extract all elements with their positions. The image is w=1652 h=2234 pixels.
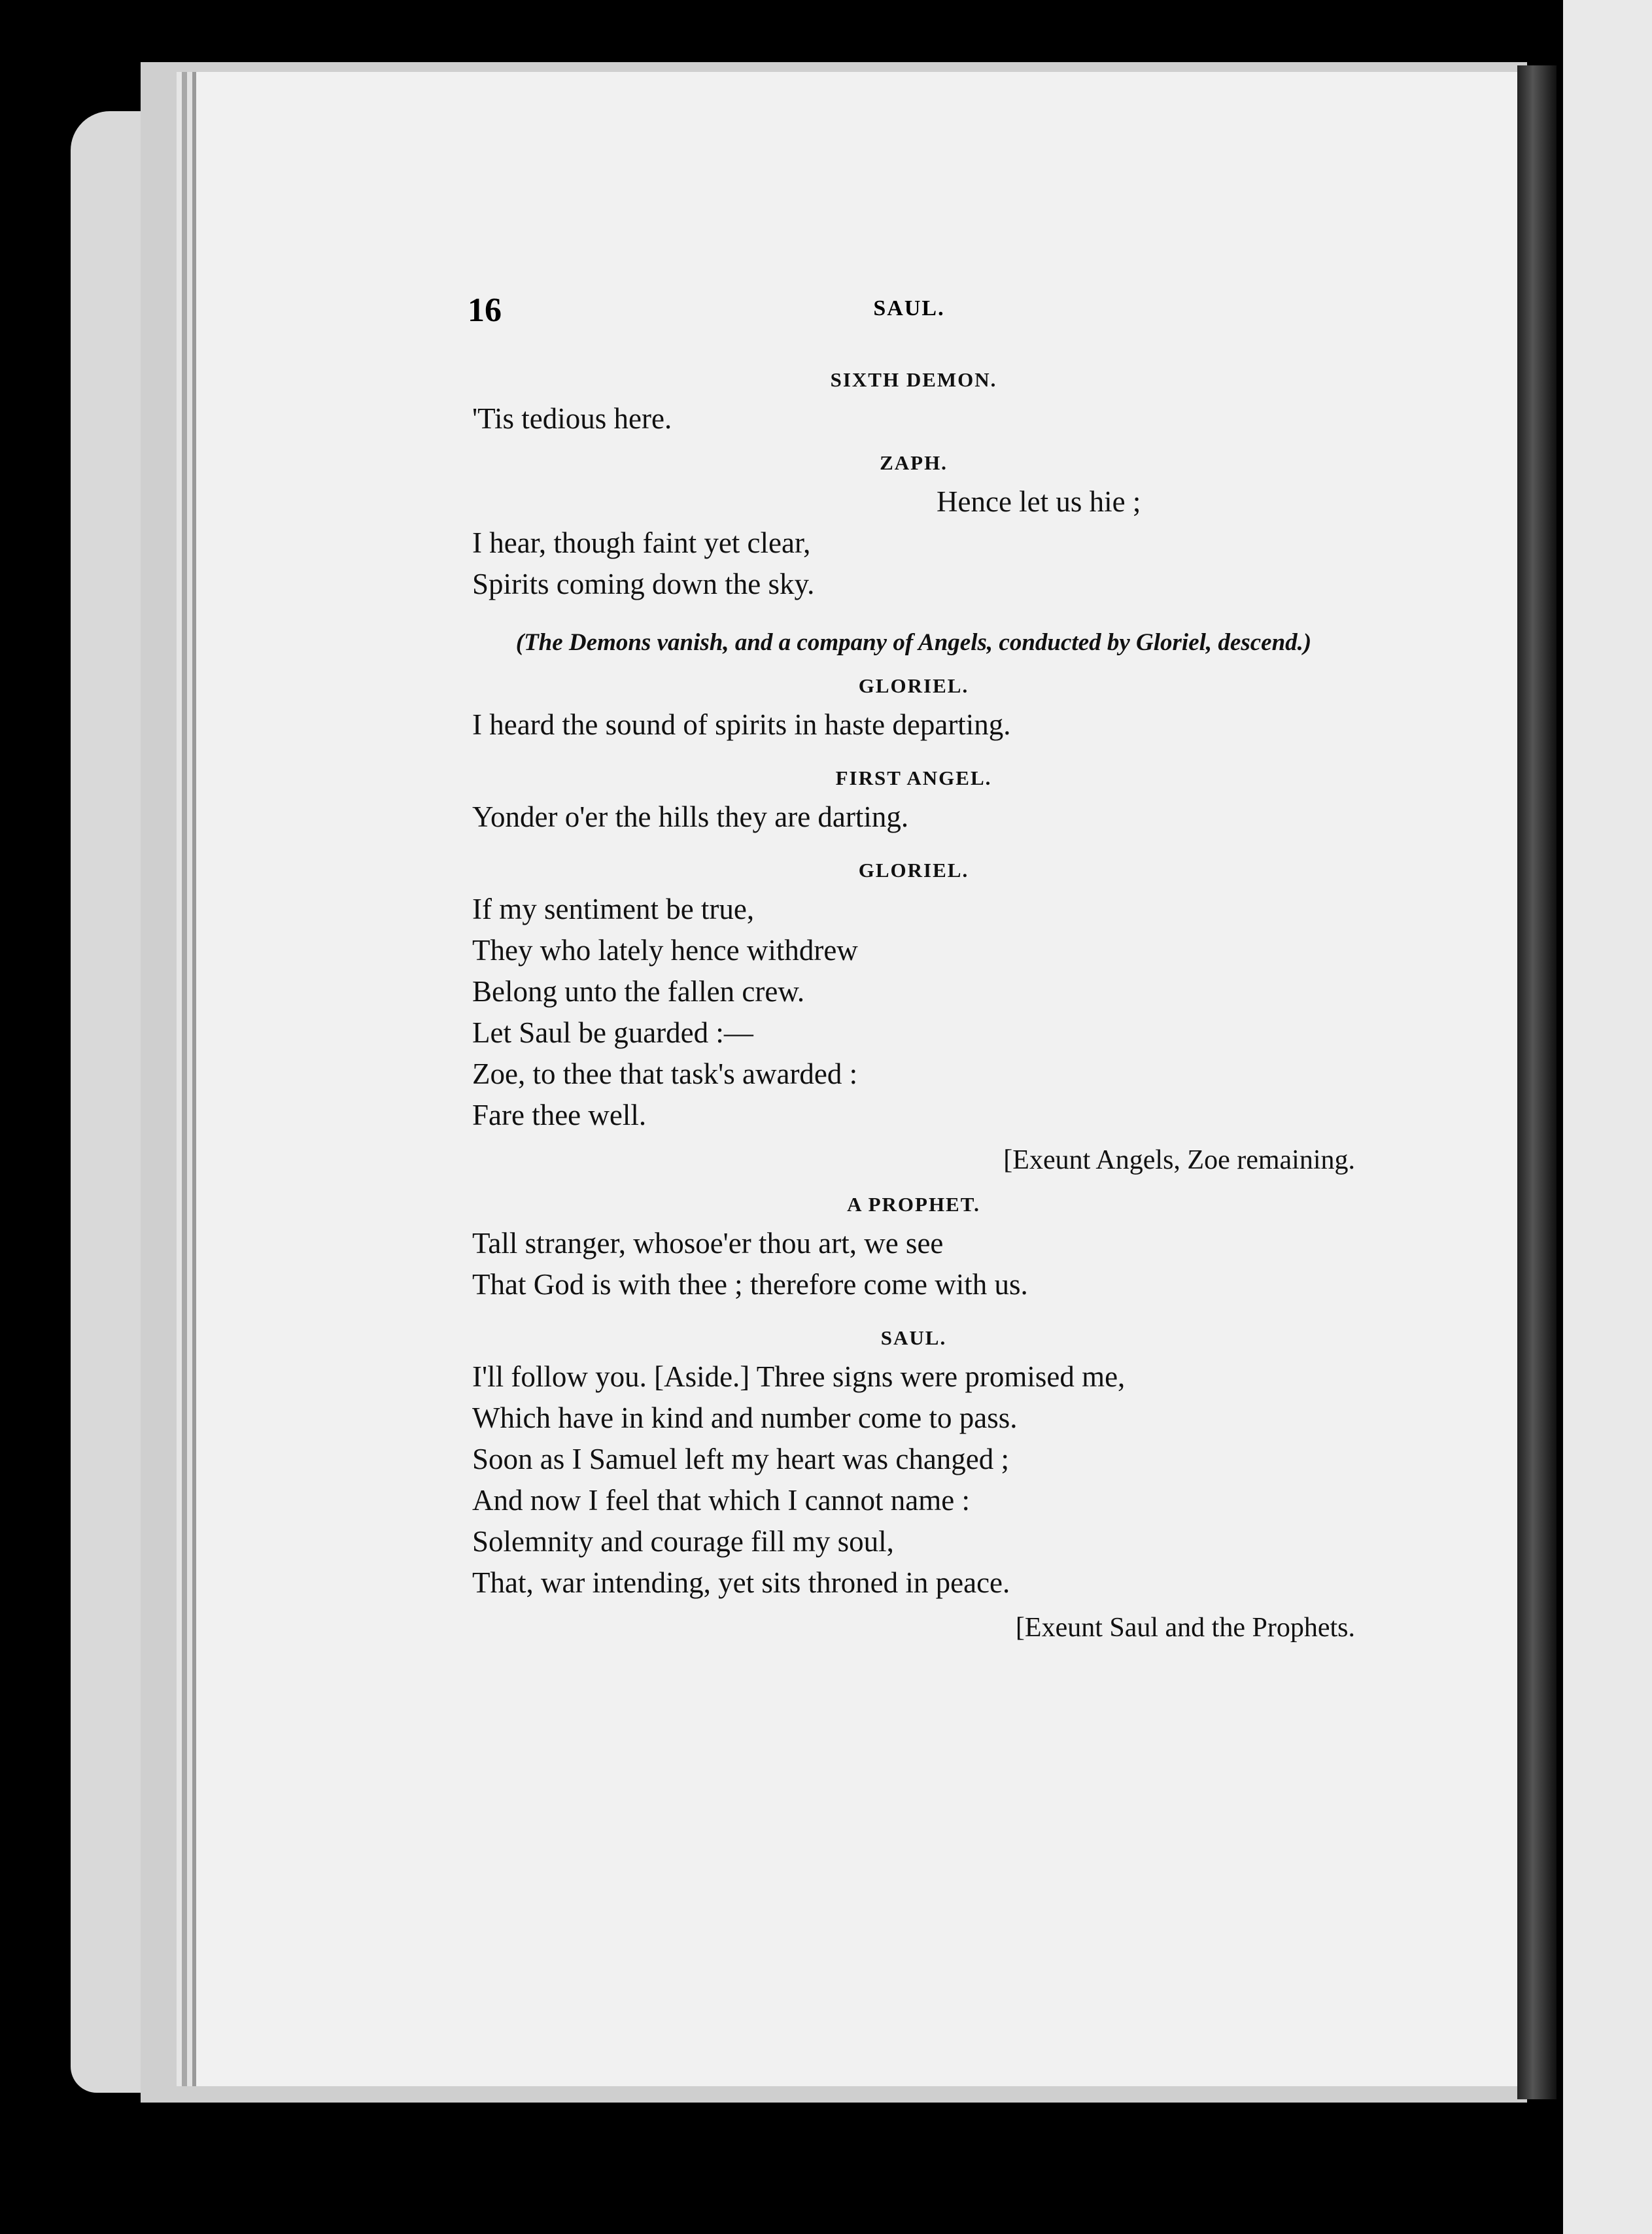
stage-direction: (The Demons vanish, and a company of Angels, conducted by Gloriel, descend.)	[515, 629, 1312, 656]
verse-line: Fare thee well.	[472, 1099, 647, 1131]
verse-line: That, war intending, yet sits throned in peace.	[472, 1566, 1010, 1599]
verse-line: I hear, though faint yet clear,	[472, 526, 811, 559]
verse-line: If my sentiment be true,	[472, 893, 755, 925]
verse-line: 'Tis tedious here.	[472, 402, 672, 435]
speaker-name: SAUL.	[880, 1326, 947, 1349]
verse-line: Spirits coming down the sky.	[472, 568, 815, 600]
speaker-name: SIXTH DEMON.	[830, 368, 997, 391]
exit-direction: [Exeunt Saul and the Prophets.	[1015, 1613, 1355, 1643]
verse-line: They who lately hence withdrew	[472, 934, 858, 967]
page-header	[468, 291, 1351, 330]
speaker-name: GLORIEL.	[858, 859, 969, 882]
running-head: SAUL.	[873, 296, 945, 320]
speaker-name: A PROPHET.	[847, 1193, 980, 1216]
verse-line: Let Saul be guarded :—	[472, 1016, 753, 1049]
verse-line: Which have in kind and number come to pass.	[472, 1401, 1018, 1434]
speaker-name: FIRST ANGEL.	[835, 766, 992, 789]
verse-line: Zoe, to thee that task's awarded :	[472, 1057, 858, 1090]
verse-line: And now I feel that which I cannot name :	[472, 1484, 971, 1517]
verse-line: I'll follow you. [Aside.] Three signs were promised me,	[472, 1360, 1126, 1393]
verse-line: Belong unto the fallen crew.	[472, 975, 805, 1008]
adjacent-page-right	[1563, 0, 1652, 2234]
verse-line: Tall stranger, whosoe'er thou art, we see	[472, 1227, 944, 1260]
verse-line: Hence let us hie ;	[937, 485, 1141, 518]
verse-line: I heard the sound of spirits in haste departing.	[472, 708, 1011, 741]
play-text	[472, 356, 1355, 1660]
book-spine	[1517, 65, 1557, 2099]
verse-line: That God is with thee ; therefore come with us.	[472, 1268, 1028, 1301]
exit-direction: [Exeunt Angels, Zoe remaining.	[1003, 1145, 1355, 1175]
verse-line: Yonder o'er the hills they are darting.	[472, 800, 909, 833]
page-number: 16	[468, 292, 502, 329]
speaker-name: ZAPH.	[880, 451, 948, 474]
speaker-name: GLORIEL.	[858, 674, 969, 697]
verse-line: Soon as I Samuel left my heart was changed ;	[472, 1443, 1010, 1475]
verse-line: Solemnity and courage fill my soul,	[472, 1525, 894, 1558]
